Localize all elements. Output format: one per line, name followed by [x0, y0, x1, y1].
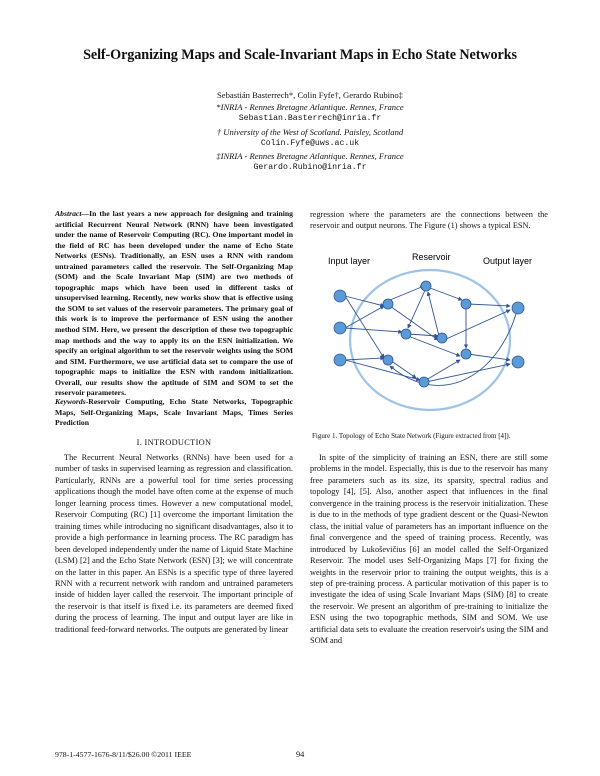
edge	[430, 288, 462, 300]
page-number: 94	[296, 750, 305, 759]
edge	[468, 354, 510, 360]
edge	[408, 336, 460, 356]
footer-isbn: 978-1-4577-1676-8/11/$26.00 ©2011 IEEE	[55, 750, 192, 759]
edge	[468, 304, 510, 306]
email-2: Colin.Fyfe@uws.ac.uk	[260, 138, 360, 148]
output-node	[512, 302, 524, 314]
input-node	[334, 322, 346, 334]
email-3: Gerardo.Rubino@inria.fr	[253, 163, 367, 173]
section-heading-introduction: I. INTRODUCTION	[136, 438, 212, 447]
right-column-top	[310, 209, 548, 232]
edge	[345, 328, 402, 332]
affiliation-1: *INRIA - Rennes Bretagne Atlantique. Rennes, France	[216, 102, 404, 113]
affiliation-3: ‡INRIA - Rennes Bretagne Atlantique. Rennes, France	[216, 151, 404, 162]
edge	[428, 292, 440, 340]
edge	[444, 310, 510, 340]
esn-figure	[320, 248, 542, 416]
reservoir-node	[383, 355, 393, 365]
edge	[408, 334, 438, 336]
paper-title: Self-Organizing Maps and Scale-Invariant Maps in Echo State Networks	[83, 47, 517, 63]
reservoir-node	[383, 299, 393, 309]
reservoir-node	[421, 281, 431, 291]
reservoir-node	[461, 299, 471, 309]
abstract-text: —In the last years a new approach for designing and training artificial Recurrent Neural Network (RNN) have been investigated under the name of Reservoir Computing (RC). One important model in the field of RC has been developed under the name of Echo State Networks (ESNs). Traditionally, an ESN uses a RNN with random untrained parameters called the reservoir. The Self-Organizing Map (SOM) and the Scale Invariant Map (SIM) are two methods of topographic maps which have been used in different tasks of unsupervised learning. Recently, new works show that is effective using the SOM to set values of the reservoir parameters. The primary goal of this work is to improve the performance of ESN using the another method SIM. Here, we present the description of these two topographic map methods and the way to apply its on the ESN initialization. We specify an original algorithm to set the reservoir weights using the SOM and SIM. Furthermore, we use artificial data set to compare the use of topographic maps to initialize the ESN with random initialization. Overall, our results show the aptitude of SIM and SOM to set the reservoir parameters.	[55, 209, 293, 398]
author-block	[160, 89, 460, 174]
author-names: Sebastián Basterrech*, Colin Fyfe†, Gerardo Rubino‡	[217, 90, 403, 100]
edge	[426, 360, 460, 380]
edge	[345, 358, 384, 360]
connections	[345, 286, 516, 385]
output-layer-label: Output layer	[483, 256, 533, 266]
edge	[345, 306, 384, 328]
reservoir-label: Reservoir	[412, 252, 451, 262]
reservoir-node	[461, 349, 471, 359]
reservoir-ring	[350, 270, 510, 410]
edge	[408, 288, 426, 328]
right-column-body	[310, 452, 548, 647]
reservoir-node	[401, 329, 411, 339]
edge	[390, 306, 438, 340]
figure-caption: Figure 1. Topology of Echo State Network (Figure extracted from [4]).	[312, 432, 511, 440]
edge	[345, 360, 420, 380]
abstract-label: Abstract	[55, 209, 82, 218]
edge	[390, 286, 424, 300]
introduction-text	[55, 452, 293, 635]
right-paragraph-1: In spite of the simplicity of training an ESN, there are still some problems in the model. Especially, this is due to the reservoir has many free parameters such as its size, its sparsity, spectral radius and topology [4], [5]. Also, another aspect that influences in the final convergence in the training process is the reservoir initialization. These is due to in the methods of type gradient descent or the Quasi-Newton class, the initial value of parameters has an important influence on the final convergence and the speed of training process. Recently, was introduced by Lukoševičius [6] an model called the Self-Organized Reservoir. The model uses Self-Organizing Maps [7] for fixing the weights in the reservoir prior to training the output weights, this is a step of pre-training process. A particular motivation of this paper is to investigate the idea of using Scale Invariant Maps (SIM) [8] to create the reservoir. We present an algorithm of pre-training to initialize the ESN using the two topographic methods, SIM and SOM. We use artificial data sets to evaluate the creation reservoir's using the SIM and SOM and	[310, 453, 548, 646]
intro-paragraph-1: The Recurrent Neural Networks (RNNs) have been used for a number of tasks in supervised learning as regression and classification. Particularly, RNNs are a powerful tool for time series processing applications though the model have often come at the expense of much longer learning process times. However a new computational model, Reservoir Computing (RC) [1] overcome the important limitation the training times while introducing no significant disadvantages, also it to provide a high performance in learning process. The RC paradigm has been developed independently under the name of Liquid State Machine (LSM) [2] and the Echo State Network (ESN) [3]; we will concentrate on the latter in this paper. An ESNs is a specific type of three layered RNN with a recurrent network with random and untrained parameters inside of hidden layer called the reservoir. The important principle of the reservoir is that itself is fixed i.e. its parameters are deemed fixed during the process of learning. The input and output layer are like in traditional feed-forward networks. The outputs are generated by linear	[55, 453, 293, 634]
input-layer-label: Input layer	[328, 256, 371, 266]
keywords	[55, 397, 293, 429]
input-node	[334, 290, 346, 302]
output-node	[512, 356, 524, 368]
keywords-text: -Reservoir Computing, Echo State Networks, Topographic Maps, Self-Organizing Maps, Scale Invariant Maps, Times Series Prediction	[55, 397, 293, 428]
right-top-paragraph: regression where the parameters are the connections between the reservoir and output neurons. The Figure (1) shows a typical ESN.	[310, 210, 548, 231]
reservoir-node	[419, 377, 429, 387]
keywords-label: Keywords	[55, 397, 86, 406]
abstract	[55, 209, 293, 399]
feedback-edge	[390, 314, 516, 385]
email-1: Sebastian.Basterrech@inria.fr	[238, 114, 382, 124]
input-node	[334, 354, 346, 366]
reservoir-node	[437, 333, 447, 343]
affiliation-2: † University of the West of Scotland. Paisley, Scotland	[216, 126, 404, 137]
